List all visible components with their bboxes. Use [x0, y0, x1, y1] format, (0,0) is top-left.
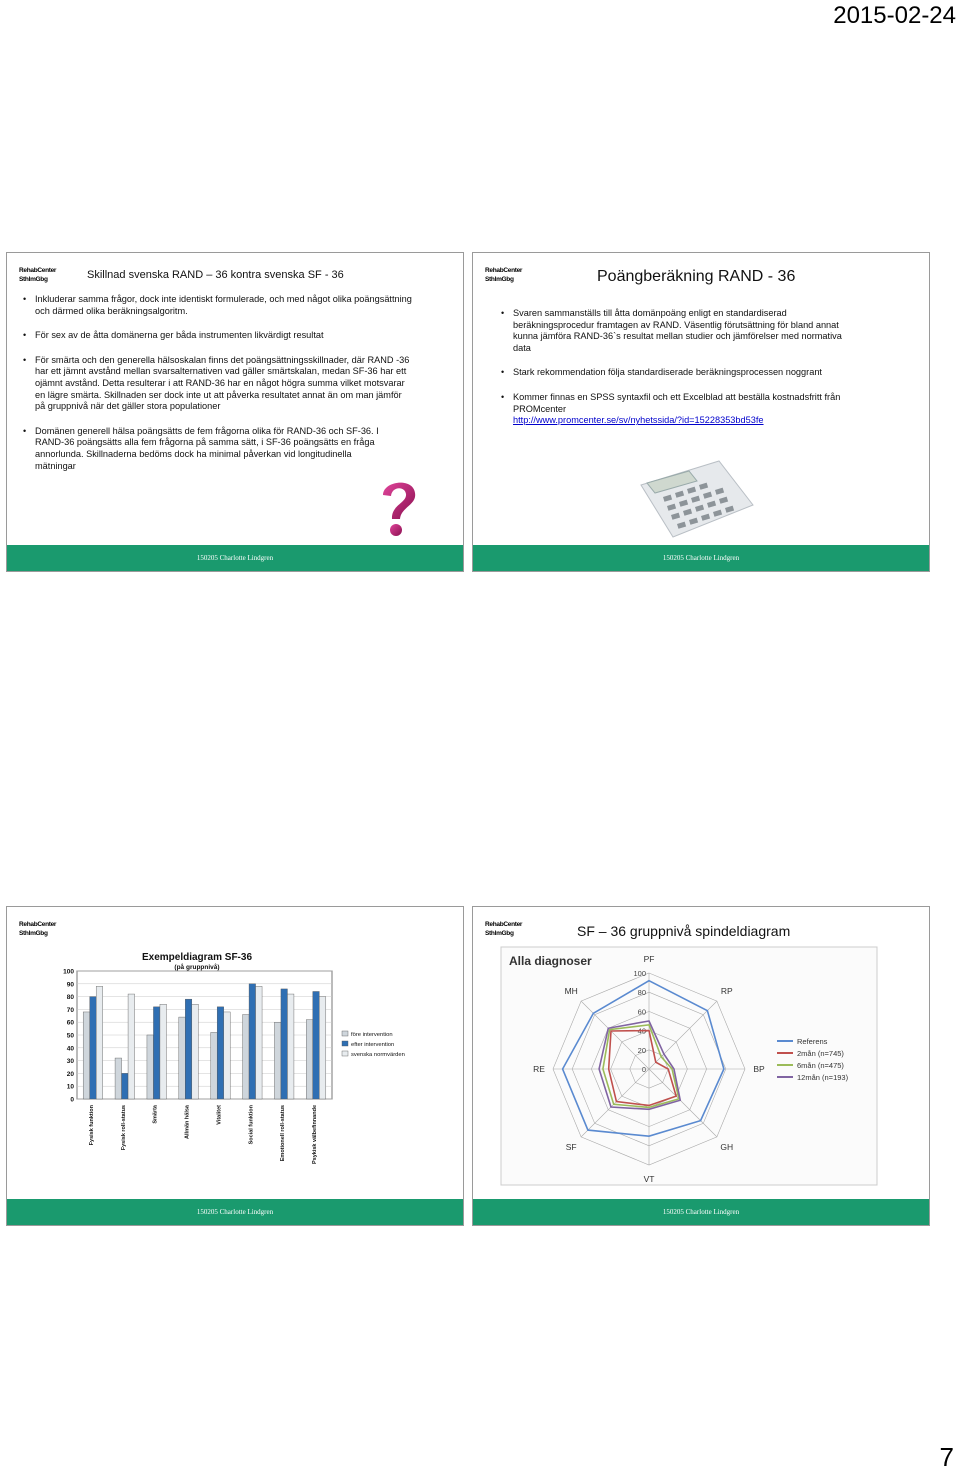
axis-label: PF [643, 954, 655, 964]
logo-line2: SthlmGbg [19, 276, 48, 283]
rehab-logo [485, 920, 522, 938]
y-tick-label: 100 [63, 968, 74, 976]
axis-label: VT [643, 1174, 655, 1184]
bar [243, 1015, 250, 1099]
logo-line1: RehabCenter [485, 921, 523, 928]
slide-title: Poängberäkning RAND - 36 [597, 268, 796, 285]
bar [224, 1012, 231, 1099]
y-tick-label: 70 [66, 1006, 74, 1014]
bar [83, 1012, 90, 1099]
logo-line1: RehabCenter [19, 921, 57, 928]
legend-swatch [342, 1051, 348, 1056]
bar [115, 1058, 122, 1099]
page-number: 7 [939, 1442, 954, 1472]
slide-footer: 150205 Charlotte Lindgren [473, 1199, 929, 1225]
question-mark-icon [375, 477, 421, 539]
bar [90, 997, 97, 1099]
legend-label: före intervention [351, 1032, 393, 1038]
chart-subtitle: (på gruppnivå) [174, 964, 220, 971]
x-tick-label: Smärta [152, 1105, 159, 1124]
axis-label: BP [753, 1064, 765, 1074]
bullet-item: • Inkluderar samma frågor, dock inte identiskt formulerade, och med något olika poängsättning och därmed olika beräkningsalgoritm. [23, 294, 413, 317]
chart-title: Alla diagnoser [509, 954, 592, 968]
bar [96, 986, 103, 1099]
axis-label: RP [720, 986, 733, 997]
bar [211, 1032, 218, 1099]
slide-example-bar-chart [6, 906, 464, 1226]
bullet-item: • Domänen generell hälsa poängsätts de fem frågorna olika för RAND-36 och SF-36. I RAND-36 poängsätts alla fem frågorna på samma sätt, i SF-36 poängsätts en fråga annorlunda. Skillnaderna bedöms dock ha minimal påverkan vid longitudinella mätningar [23, 426, 387, 472]
bar [147, 1035, 154, 1099]
r-tick-label: 20 [637, 1045, 646, 1055]
y-tick-label: 10 [66, 1083, 74, 1091]
x-tick-label: Fysisk funktion [88, 1105, 95, 1146]
y-tick-label: 60 [66, 1019, 74, 1027]
bullet-item: • För sex av de åtta domänerna ger båda instrumenten likvärdigt resultat [23, 330, 413, 342]
logo-line1: RehabCenter [19, 267, 57, 274]
sf36-bar-chart [47, 947, 427, 1187]
x-tick-label: Fysisk roll-status [120, 1105, 127, 1151]
logo-line2: SthlmGbg [485, 276, 514, 283]
legend-label: 2mån (n=745) [797, 1049, 844, 1058]
y-tick-label: 80 [66, 994, 74, 1002]
y-tick-label: 30 [66, 1058, 74, 1066]
document-date: 2015-02-24 [833, 2, 956, 29]
r-tick-label: 60 [637, 1007, 646, 1017]
y-tick-label: 20 [66, 1070, 74, 1078]
legend-label: svenska normvärden [351, 1052, 405, 1058]
bullet-item [501, 392, 861, 427]
bar [185, 999, 192, 1099]
rehab-logo [19, 920, 56, 938]
spider-chart [499, 945, 879, 1187]
slide-title: Skillnad svenska RAND – 36 kontra svenska SF - 36 [87, 269, 344, 281]
bar [192, 1004, 199, 1099]
r-tick-label: 100 [633, 969, 646, 978]
bar [160, 1004, 167, 1099]
bar [319, 997, 326, 1099]
bullet-list [501, 308, 861, 440]
bar [217, 1007, 224, 1099]
slide-rand-vs-sf [6, 252, 464, 572]
slide-footer: 150205 Charlotte Lindgren [7, 545, 463, 571]
legend-swatch [342, 1031, 348, 1036]
legend-swatch [342, 1041, 348, 1046]
promcenter-link[interactable]: http://www.promcenter.se/sv/nyhetssida/?id=15228353bd53fe [513, 415, 764, 426]
bar [281, 989, 288, 1099]
bar [256, 986, 263, 1099]
bullet-item: • Stark rekommendation följa standardiserade beräkningsprocessen noggrant [501, 367, 861, 379]
x-tick-label: Emotionell roll-status [280, 1105, 287, 1162]
bar [122, 1073, 129, 1099]
logo-line1: RehabCenter [485, 267, 523, 274]
x-tick-label: Social funktion [248, 1105, 255, 1145]
bullet-item: • För smärta och den generella hälsoskalan finns det poängsättningsskillnader, där RAND -36 har ett jämnt avstånd mellan svarsalternativen vad gäller smärtskalan, medan SF-36 har ett ojämnt avstånd. Detta resulterar i att RAND-36 har en något högra summa vilket motsvarar en lägre smärta. Skillnaden ser dock inte ut att påverka resultatet annat än om man jämför på gruppnivå när det gäller stora populationer [23, 355, 413, 413]
bullet-item: • Svaren sammanställs till åtta domänpoäng enligt en standardiserad beräkningsprocedur framtagen av RAND. Väsentlig förutsättning för bland annat kunna jämföra RAND-36`s resultat mellan studier och jämförelser med normativa data [501, 308, 861, 354]
axis-label: SF [565, 1141, 577, 1152]
bar [274, 1022, 281, 1099]
logo-line2: SthlmGbg [19, 930, 48, 937]
bullet-list [23, 294, 413, 485]
slide-footer: 150205 Charlotte Lindgren [7, 1199, 463, 1225]
r-tick-label: 80 [637, 988, 646, 998]
r-tick-label: 40 [637, 1026, 646, 1036]
logo-line2: SthlmGbg [485, 930, 514, 937]
bar [128, 994, 135, 1099]
legend-label: 12mån (n=193) [797, 1073, 849, 1082]
y-tick-label: 90 [66, 981, 74, 989]
slide-footer: 150205 Charlotte Lindgren [473, 545, 929, 571]
x-tick-label: Vitalitet [216, 1105, 223, 1125]
bar [249, 984, 256, 1099]
x-tick-label: Psykisk välbefinnande [312, 1105, 319, 1164]
bullet-text: Kommer finnas en SPSS syntaxfil och ett Excelblad att beställa kostnadsfritt från PROMcenter [513, 391, 841, 414]
axis-label: GH [720, 1141, 734, 1152]
slide-title: SF – 36 gruppnivå spindeldiagram [577, 923, 791, 939]
y-tick-label: 40 [66, 1045, 74, 1053]
axis-label: MH [564, 986, 578, 997]
chart-title: Exempeldiagram SF-36 [141, 952, 253, 963]
slide-spider-diagram [472, 906, 930, 1226]
slide-poangberakning [472, 252, 930, 572]
rehab-logo [19, 266, 56, 284]
rehab-logo [485, 266, 522, 284]
axis-label: RE [533, 1064, 545, 1074]
calculator-icon [623, 453, 763, 543]
legend-label: efter intervention [351, 1042, 395, 1048]
bar [287, 994, 294, 1099]
legend-label: 6mån (n=475) [797, 1061, 844, 1070]
x-tick-label: Allmän hälsa [184, 1105, 191, 1139]
r-tick-label: 0 [641, 1065, 646, 1074]
bar [153, 1007, 160, 1099]
y-tick-label: 50 [66, 1032, 74, 1040]
bar [306, 1020, 313, 1099]
bar [313, 991, 320, 1099]
y-tick-label: 0 [70, 1096, 74, 1104]
legend-label: Referens [797, 1037, 828, 1046]
bar [179, 1017, 186, 1099]
